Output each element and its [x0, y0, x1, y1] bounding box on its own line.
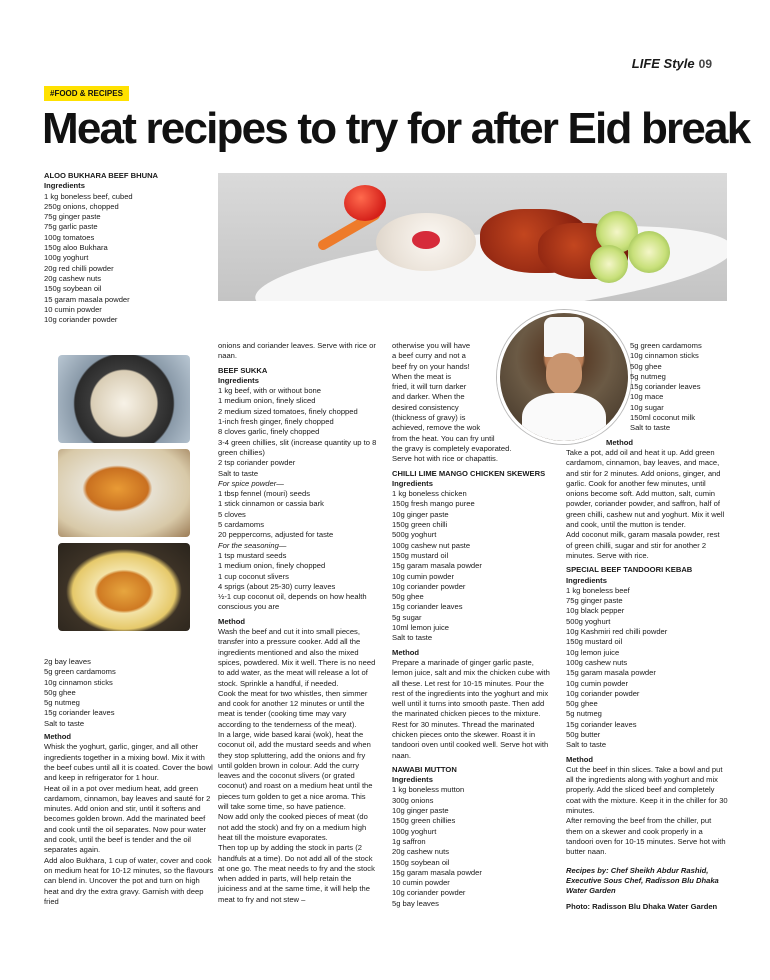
- method-heading: Method: [606, 437, 633, 447]
- previous-recipe-ending: onions and coriander leaves. Serve with rice or naan.: [218, 341, 376, 361]
- ingredient-list: 1 kg boneless mutton 300g onions 10g ginger paste 150g green chillies 100g yoghurt 1g saffron 20g cashew nuts 150g soybean oil 15g garam masala powder 10 cumin powder 10g coriander powder 5g bay leaves: [392, 785, 482, 908]
- spice-powder-heading: For spice powder—: [218, 478, 284, 488]
- dish-photo-curry-bowl: [58, 355, 190, 443]
- recipe-beef-sukka: [218, 341, 378, 905]
- ingredient-list: 1 kg boneless chicken 150g fresh mango puree 10g ginger paste 150g green chilli 500g yoghurt 100g cashew nut paste 150g mustard oil 15g garam masala powder 10g cumin powder 10g coriander powder 50g ghee 15g coriander leaves 5g sugar 10ml lemon juice Salt to taste: [392, 489, 482, 643]
- recipe-title-chilli-lime: CHILLI LIME MANGO CHICKEN SKEWERS: [392, 468, 546, 478]
- recipe-column-4: [566, 341, 728, 913]
- dish-photo-skewers: [58, 449, 190, 537]
- method-heading: Method: [44, 732, 71, 742]
- method-heading: Method: [566, 754, 593, 764]
- page-number: 09: [698, 57, 712, 71]
- previous-recipe-ending: otherwise you will have a beef curry and not a beef fry on your hands! When the meat is fried, it will turn darker and darker. When the desired consistency (thickness of gravy) is achieved, remove the wok from the heat. You can fry until the gravy is completely evaporated. Serve hot with rice or chapattis.: [392, 341, 512, 464]
- dip-bowl: [376, 213, 476, 271]
- section-tag: #FOOD & RECIPES: [44, 86, 129, 101]
- method-text: Take a pot, add oil and heat it up. Add green cardamom, cinnamon, bay leaves, and mace, and stir for 2 minutes. Add onions, ginger, and garlic. Cook for another few minutes, until onions become soft. Add mutton, salt, cumin powder, coriander powder, and saffron, half of green chilli, cashew nut and yoghurt. Mix it well and cook, until the mutton is tender. Add coconut milk, garam masala powder, rest of green chilli, sugar and stir for another 2 minutes. Serve with rice.: [566, 447, 725, 560]
- lime-slice: [628, 231, 670, 273]
- method-text: Wash the beef and cut it into small pieces, transfer into a pressure cooker. Add all the ingredients mentioned and also the mixed spices, powdered. Mix it well. There is no need to add water, as the meat will release a lot of stock. Sprinkle a handful, if needed. Cook the meat for two whistles, then simmer and cook for another 12 minutes or until the meat is tender (cooking time may vary according to the tenderness of the meat). In a large, wide based karai (wok), heat the coconut oil, add the mustard seeds and when they stop spluttering, add the onions and fry until golden brown in colour. Add the curry leaves and the coconut slivers (or grated coconut) and roast on a medium heat until the pieces turn golden to get a nice aroma. This will take some time, so have patience. Now add only the cooked pieces of meat (do not add the stock) and fry on a medium high heat till the moisture evaporates. Then top up by adding the stock in parts (2 handfuls at a time). Do not add all of the stock at one go. The meat needs to fry and the stock when added in parts, will help retain the juiciness and at the same time, it will help the meat to fry and not stew –: [218, 627, 376, 904]
- ingredient-list: 1 kg beef, with or without bone 1 medium onion, finely sliced 2 medium sized tomatoes, finely chopped 1-inch fresh ginger, finely chopped 8 cloves garlic, finely chopped 3-4 green chillies, slit (increase quantity up to 8 green chillies) 2 tsp coriander powder Salt to taste: [218, 386, 377, 478]
- method-heading: Method: [218, 616, 245, 626]
- tomato-garnish: [344, 185, 386, 221]
- seasoning-list: 1 tsp mustard seeds 1 medium onion, finely chopped 1 cup coconut slivers 4 sprigs (about 25-30) curry leaves ½-1 cup coconut oil, depends on how health conscious you are: [218, 550, 367, 612]
- method-text: Whisk the yoghurt, garlic, ginger, and all other ingredients together in a mixing bowl. Mix it with the beef cubes until all it is coated. Cover the bowl and keep in refrigerator for 1 hour. Heat oil in a pot over medium heat, add green cardamom, cinnamon, bay leaves and sauté for 2 minutes. Add onion and stir, until it softens and becomes golden brown. Add the marinated beef and cook until the oil separates. Now pour water and cook, until the beef is tender and the oil separates again. Add aloo Bukhara, 1 cup of water, cover and cook on medium heat for 10-12 minutes, so the flavours can blend in. Uncover the pot and turn on high heat and dry the extra gravy. Garnish with deep fried: [44, 742, 214, 906]
- ingredients-heading: Ingredients: [218, 375, 259, 385]
- ingredient-list: 1 kg boneless beef 75g ginger paste 10g black pepper 500g yoghurt 10g Kashmiri red chilli powder 150g mustard oil 10g lemon juice 100g cashew nuts 15g garam masala powder 10g cumin powder 10g coriander powder 50g ghee 5g nutmeg 15g coriander leaves 50g butter Salt to taste: [566, 585, 668, 750]
- lime-slice: [590, 245, 628, 283]
- recipe-aloo-bukhara: [44, 171, 214, 325]
- ingredient-list-continued: 5g green cardamoms 10g cinnamon sticks 50g ghee 5g nutmeg 15g coriander leaves 10g mace 10g sugar 150ml coconut milk Salt to taste: [630, 341, 702, 433]
- recipe-title: ALOO BUKHARA BEEF BHUNA: [44, 171, 159, 180]
- masthead: [632, 56, 712, 71]
- recipe-title-beef-tandoori: SPECIAL BEEF TANDOORI KEBAB: [566, 565, 693, 575]
- recipe-title: BEEF SUKKA: [218, 365, 268, 375]
- ingredient-list: 1 kg boneless beef, cubed 250g onions, chopped 75g ginger paste 75g garlic paste 100g tomatoes 150g aloo Bukhara 100g yoghurt 20g red chilli powder 20g cashew nuts 150g soybean oil 15 garam masala powder 10 cumin powder 10g coriander powder: [44, 191, 133, 325]
- ingredients-heading: Ingredients: [392, 775, 433, 785]
- recipe-credit: Recipes by: Chef Sheikh Abdur Rashid, Executive Sous Chef, Radisson Blu Dhaka Water Garden: [566, 865, 719, 896]
- spice-list: 1 tbsp fennel (mouri) seeds 1 stick cinnamon or cassia bark 5 cloves 5 cardamoms 20 peppercorns, adjusted for taste: [218, 489, 334, 540]
- masthead-brand: LIFE Style: [631, 56, 695, 71]
- method-text: Cut the beef in thin slices. Take a bowl and put all the ingredients along with yoghurt and mix properly. Add the sliced beef and completely coat with the mixture. Keep it in the chiller for 30 minutes. After removing the beef from the chiller, put them on a skewer and cook properly in a tandoori oven for 10-15 minutes. Serve hot with butter naan.: [566, 764, 728, 857]
- hero-photo-chicken-dish: [218, 173, 727, 301]
- headline: Meat recipes to try for after Eid break: [42, 104, 750, 153]
- seasoning-heading: For the seasoning—: [218, 540, 287, 550]
- method-heading: Method: [392, 647, 419, 657]
- recipe-title-nawabi-mutton: NAWABI MUTTON: [392, 764, 457, 774]
- recipe-aloo-bukhara-continued: [44, 657, 214, 907]
- ingredients-heading: Ingredients: [392, 478, 433, 488]
- ingredients-heading: Ingredients: [44, 181, 85, 191]
- ingredients-heading: Ingredients: [566, 575, 607, 585]
- recipe-column-3: [392, 341, 552, 909]
- method-text: Prepare a marinade of ginger garlic paste, lemon juice, salt and mix the chicken cube with all these. Let rest for 10-15 minutes. Pour the rest of the ingredients into the yoghurt and mix well until it turns into smooth paste. Then add the marinated chicken pieces to the mixture. Rest for 30 minutes. Thread the marinated chicken pieces onto the skewer. Roast it in tandoori oven until cooked well. Serve hot with naan.: [392, 657, 550, 760]
- ingredient-list: 2g bay leaves 5g green cardamoms 10g cinnamon sticks 50g ghee 5g nutmeg 15g coriander leaves Salt to taste: [44, 657, 116, 728]
- dish-photo-kebab-plate: [58, 543, 190, 631]
- photo-credit: Photo: Radisson Blu Dhaka Water Garden: [566, 902, 718, 912]
